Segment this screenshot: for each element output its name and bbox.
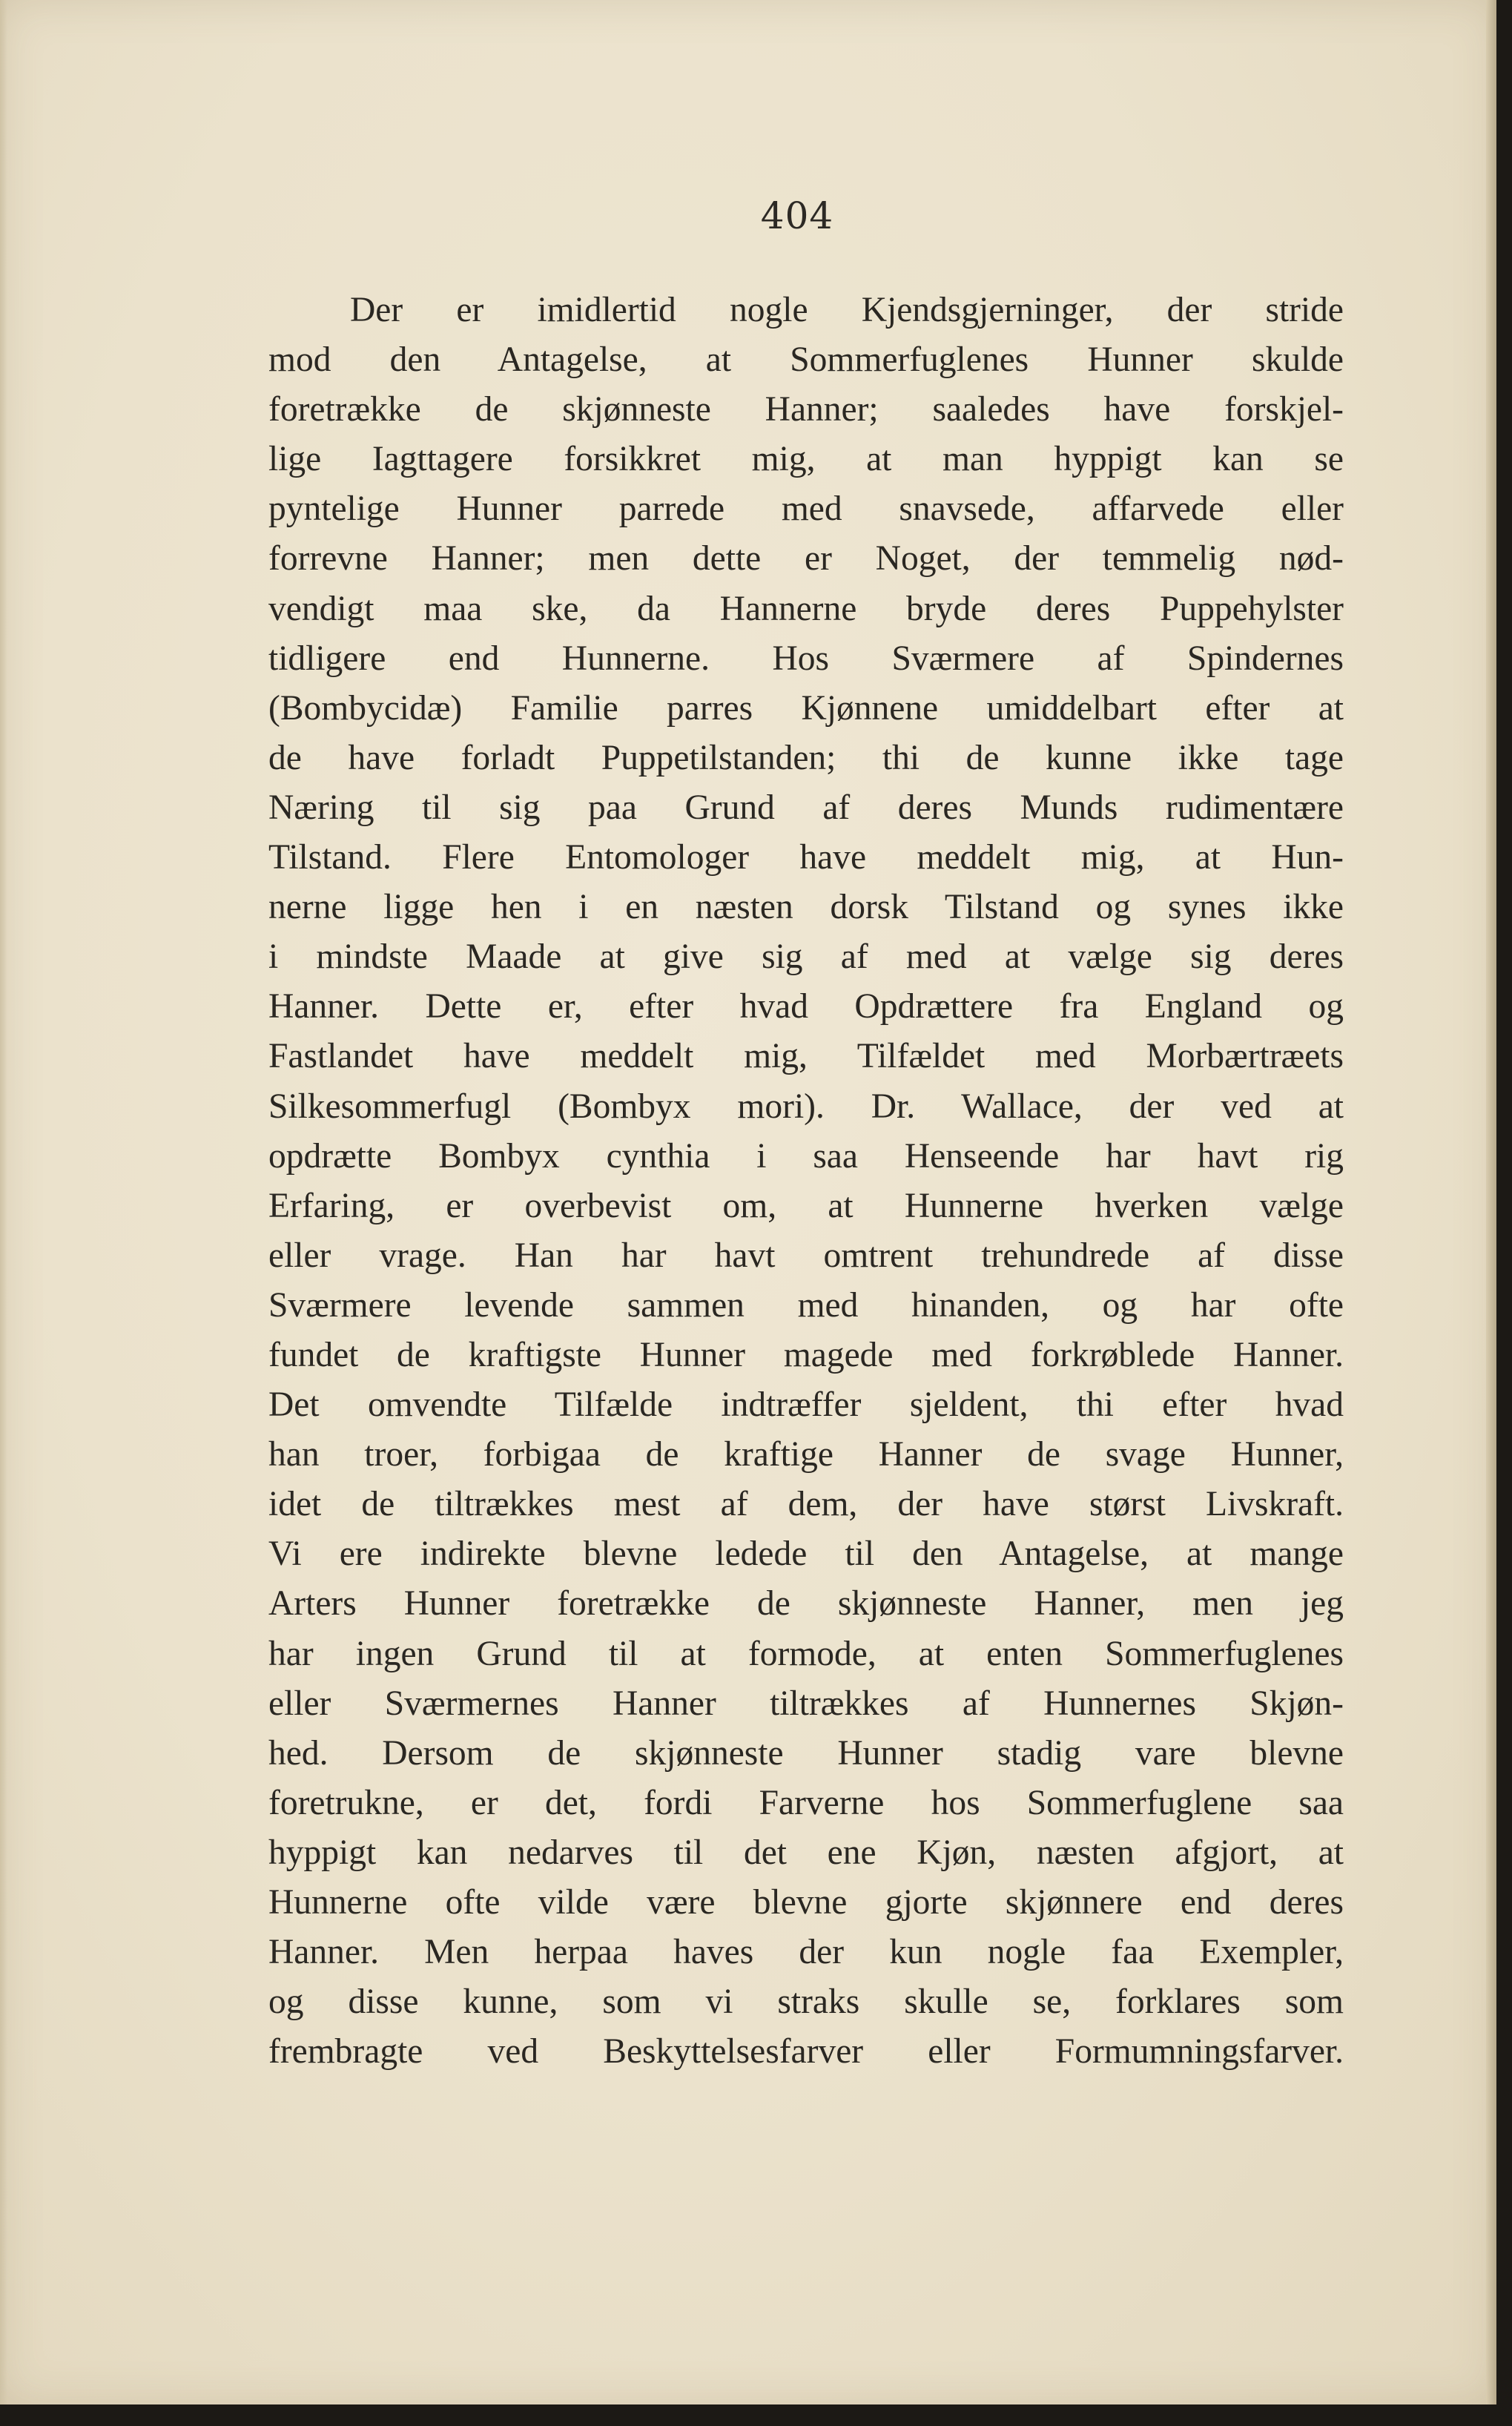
text-line: lige Iagttagere forsikkret mig, at man hyppigt kan se <box>268 440 1344 479</box>
text-line: Det omvendte Tilfælde indtræffer sjeldent, thi efter hvad <box>268 1385 1344 1425</box>
text-line: og disse kunne, som vi straks skulle se, forklares som <box>268 1982 1344 2022</box>
text-line: Der er imidlertid nogle Kjendsgjerninger, der stride <box>350 291 1344 329</box>
page-edge-left <box>0 0 7 2404</box>
text-line: eller vrage. Han har havt omtrent trehundrede af disse <box>268 1236 1344 1275</box>
text-line: han troer, forbigaa de kraftige Hanner de svage Hunner, <box>268 1435 1344 1474</box>
text-line: Næring til sig paa Grund af deres Munds rudimentære <box>268 788 1344 827</box>
text-line: opdrætte Bombyx cynthia i saa Henseende har havt rig <box>268 1136 1344 1176</box>
text-line: fundet de kraftigste Hunner magede med forkrøblede Hanner. <box>268 1335 1344 1374</box>
text-line: (Bombycidæ) Familie parres Kjønnene umiddelbart efter at <box>268 688 1344 728</box>
text-line: nerne ligge hen i en næsten dorsk Tilstand og synes ikke <box>268 888 1344 927</box>
text-line: frembragte ved Beskyttelsesfarver eller Formumningsfarver. <box>268 2032 1344 2071</box>
text-line: forrevne Hanner; men dette er Noget, der temmelig nød- <box>268 539 1344 579</box>
text-line: Vi ere indirekte blevne ledede til den Antagelse, at mange <box>268 1535 1344 1574</box>
text-line: foretrække de skjønneste Hanner; saaledes have forskjel- <box>268 390 1344 429</box>
page-edge-right <box>1486 0 1496 2404</box>
text-line: foretrukne, er det, fordi Farverne hos Sommerfuglene saa <box>268 1783 1344 1822</box>
body-paragraph <box>268 286 1344 2077</box>
text-line: pyntelige Hunner parrede med snavsede, affarvede eller <box>268 490 1344 529</box>
text-line: Silkesommerfugl (Bombyx mori). Dr. Wallace, der ved at <box>268 1087 1344 1126</box>
text-line: idet de tiltrækkes mest af dem, der have størst Livskraft. <box>268 1485 1344 1524</box>
text-line: hyppigt kan nedarves til det ene Kjøn, næsten afgjort, at <box>268 1833 1344 1872</box>
text-line: tidligere end Hunnerne. Hos Sværmere af Spindernes <box>268 639 1344 678</box>
text-line: har ingen Grund til at formode, at enten Sommerfuglenes <box>268 1634 1344 1673</box>
text-line: de have forladt Puppetilstanden; thi de kunne ikke tage <box>268 738 1344 777</box>
page-number: 404 <box>760 194 834 237</box>
text-line: Hanner. Dette er, efter hvad Opdrættere fra England og <box>268 987 1344 1026</box>
text-line: Hanner. Men herpaa haves der kun nogle faa Exempler, <box>268 1933 1344 1972</box>
text-line: mod den Antagelse, at Sommerfuglenes Hunner skulde <box>268 340 1344 380</box>
text-line: Arters Hunner foretrække de skjønneste Hanner, men jeg <box>268 1584 1344 1624</box>
text-line: eller Sværmernes Hanner tiltrækkes af Hunnernes Skjøn- <box>268 1684 1344 1723</box>
text-line: Hunnerne ofte vilde være blevne gjorte skjønnere end deres <box>268 1883 1344 1922</box>
text-line: Fastlandet have meddelt mig, Tilfældet med Morbærtræets <box>268 1037 1344 1076</box>
text-line: vendigt maa ske, da Hannerne bryde deres Puppehylster <box>268 589 1344 628</box>
text-line: i mindste Maade at give sig af med at vælge sig deres <box>268 937 1344 977</box>
text-line: Sværmere levende sammen med hinanden, og har ofte <box>268 1285 1344 1325</box>
text-line: Erfaring, er overbevist om, at Hunnerne hverken vælge <box>268 1186 1344 1225</box>
text-line: hed. Dersom de skjønneste Hunner stadig vare blevne <box>268 1733 1344 1773</box>
text-line: Tilstand. Flere Entomologer have meddelt mig, at Hun- <box>268 838 1344 877</box>
